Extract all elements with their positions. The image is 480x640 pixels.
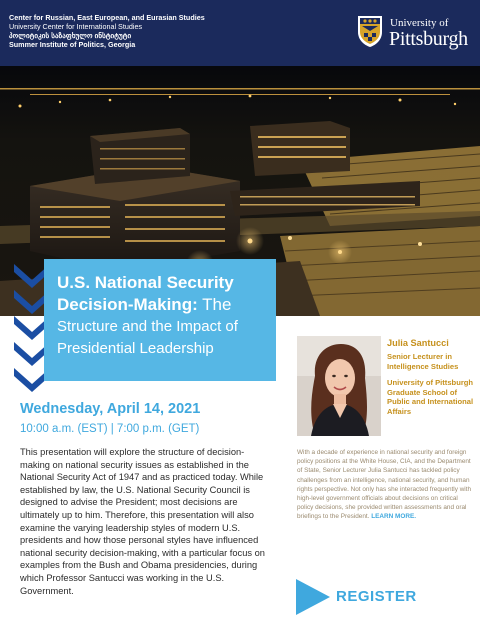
event-description: This presentation will explore the structure of decision-making on national security issues as established in the National Security Act of 1947 and as practiced today. While established by law, the U.S. National Security Council is designed to advise the President; most decisions are ultimately up to him. Therefore, this presentation will also examine the varying leadership styles of modern U.S. presidents and how those personal styles have influenced national security decision-making, with a particular focus on examples from the Bush and Obama presidencies, during which Professor Santucci was working in the U.S. Government. [20, 447, 265, 596]
event-title-bold: U.S. National Security Decision-Making: [57, 273, 234, 314]
header-text [9, 13, 205, 49]
event-title [57, 272, 272, 316]
register-button[interactable] [294, 577, 444, 617]
header-banner [0, 0, 480, 66]
play-arrow-icon [296, 579, 330, 615]
speaker-name: Julia Santucci [387, 338, 449, 348]
ucis-name: University Center for International Studies [9, 22, 143, 31]
event-title-the: The [197, 295, 232, 314]
speaker-bio [297, 448, 473, 522]
georgian-title: პოლიტიკის საზაფხულო ინსტიტუტი [9, 31, 132, 40]
speaker-bio-text: With a decade of experience in national security and foreign policy positions at the White House, CIA, and the Department of State, Senior Lecturer Julia Santucci has tackled policy challenges from an intelligence, national security, and human rights perspective. Not only has she interacted frequently with high-level government officials about decisions on critical policy decisions, she provided written assessments and oral briefings to the President. [297, 449, 472, 521]
learn-more-link[interactable]: LEARN MORE. [371, 513, 417, 521]
speaker-role: Senior Lecturer in Intelligence Studies [387, 352, 459, 371]
logo-university-of: University of [390, 17, 449, 29]
shield-icon [357, 14, 383, 48]
pitt-logo [355, 14, 473, 54]
title-box [44, 259, 276, 381]
register-label: REGISTER [336, 588, 417, 605]
event-subtitle: Structure and the Impact of Presidential Leadership [57, 318, 238, 357]
event-date: Wednesday, April 14, 2021 [20, 401, 201, 417]
center-name: Center for Russian, East European, and Eurasian Studies [9, 13, 205, 22]
logo-pittsburgh: Pittsburgh [389, 28, 468, 50]
speaker-affiliation: University of Pittsburgh Graduate School of Public and International Affairs [387, 378, 474, 416]
speaker-photo [297, 336, 381, 436]
event-time: 10:00 a.m. (EST) | 7:00 p.m. (GET) [20, 423, 200, 435]
institute-name: Summer Institute of Politics, Georgia [9, 40, 136, 49]
